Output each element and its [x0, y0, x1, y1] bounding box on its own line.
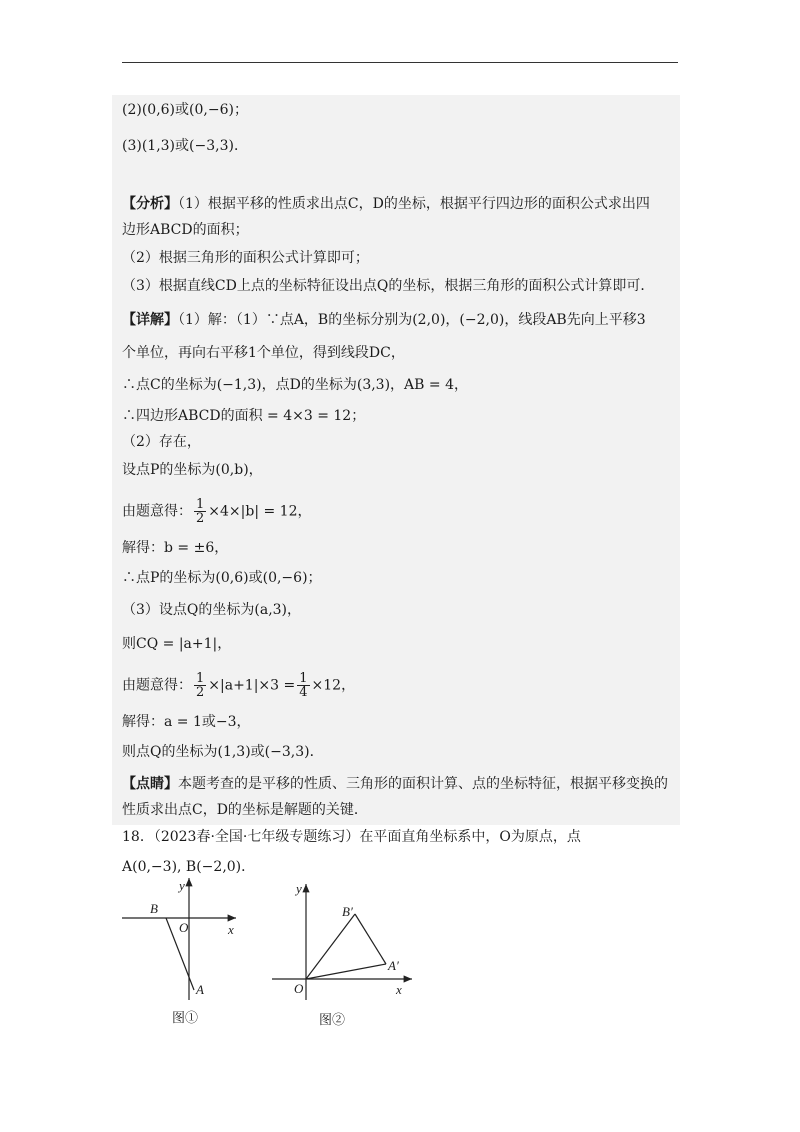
figure-1-labels — [150, 878, 234, 1025]
text: ×|a+1|×3 = — [208, 677, 296, 694]
denominator: 4 — [299, 685, 308, 700]
fig2-y-label: y — [296, 881, 302, 896]
fig1-b-label: B — [150, 901, 158, 916]
detail-line-6: 设点P的坐标为(0,b)， — [122, 462, 263, 478]
detail-line-9: ∴点P的坐标为(0,6)或(0,−6)； — [122, 570, 322, 586]
numerator: 1 — [196, 497, 205, 512]
question-line-1: 18．（2023春·全国·七年级专题练习）在平面直角坐标系中，O为原点，点 — [122, 829, 581, 845]
text: 由题意得： — [122, 503, 192, 520]
detail-line-8: 解得：b = ±6， — [122, 540, 229, 556]
fig2-caption: 图② — [319, 1012, 346, 1027]
analysis-line-4: （3）根据直线CD上点的坐标特征设出点Q的坐标，根据三角形的面积公式计算即可． — [122, 278, 655, 294]
analysis-line-2: 边形ABCD的面积； — [122, 222, 249, 238]
detail-line-4: ∴四边形ABCD的面积 = 4×3 = 12； — [122, 408, 366, 424]
comment-line-2: 性质求出点C，D的坐标是解题的关键． — [122, 802, 368, 818]
analysis-text: （1）根据平移的性质求出点C，D的坐标，根据平行四边形的面积公式求出四 — [178, 196, 650, 212]
segment-ba — [355, 914, 386, 964]
figure-2-labels — [294, 881, 402, 1027]
text: ×12， — [311, 677, 356, 694]
fig2-o-label: O — [294, 981, 304, 996]
analysis-heading: 【分析】 — [122, 196, 178, 212]
numerator: 1 — [196, 671, 205, 686]
fig1-caption: 图① — [172, 1010, 199, 1025]
answer-3: (3)(1,3)或(−3,3)． — [122, 138, 248, 154]
denominator: 2 — [196, 685, 205, 700]
detail-line-11: 则CQ = |a+1|， — [122, 636, 232, 652]
question-line-2: A(0,−3), B(−2,0)． — [122, 859, 256, 875]
segment-ob — [306, 914, 355, 979]
detail-line-14: 则点Q的坐标为(1,3)或(−3,3)． — [122, 744, 324, 760]
detail-line-5: （2）存在， — [122, 434, 201, 450]
figure-1 — [122, 878, 236, 1000]
comment-text: 本题考查的是平移的性质、三角形的面积计算、点的坐标特征，根据平移变换的 — [178, 776, 668, 792]
detail-line-13: 解得：a = 1或−3， — [122, 714, 251, 730]
fig2-b-label: B′ — [342, 904, 353, 919]
detail-line-2: 个单位，再向右平移1个单位，得到线段DC， — [122, 345, 405, 361]
answer-2: (2)(0,6)或(0,−6)； — [122, 102, 248, 118]
analysis-line-3: （2）根据三角形的面积公式计算即可； — [122, 250, 369, 266]
fig2-a-label: A′ — [388, 958, 399, 973]
segment-oa — [306, 964, 386, 979]
comment-heading: 【点睛】 — [122, 776, 178, 792]
denominator: 2 — [196, 511, 205, 526]
figure-2 — [272, 884, 412, 1000]
detail-line-3: ∴点C的坐标为(−1,3)，点D的坐标为(3,3)，AB = 4， — [122, 377, 468, 393]
text: 由题意得： — [122, 677, 192, 694]
fig1-o-label: O — [179, 920, 189, 935]
numerator: 1 — [299, 671, 308, 686]
fig1-a-label: A — [196, 982, 204, 997]
detail-line-10: （3）设点Q的坐标为(a,3)， — [122, 602, 302, 618]
detail-heading: 【详解】 — [122, 312, 178, 328]
fig1-x-label: x — [228, 922, 234, 937]
fig1-y-label: y — [179, 878, 185, 893]
fig2-x-label: x — [396, 982, 402, 997]
detail-text: （1）解：（1）∵点A，B的坐标分别为(2,0)，(−2,0)，线段AB先向上平移3 — [178, 312, 646, 328]
text: ×4×|b| = 12， — [208, 503, 312, 520]
